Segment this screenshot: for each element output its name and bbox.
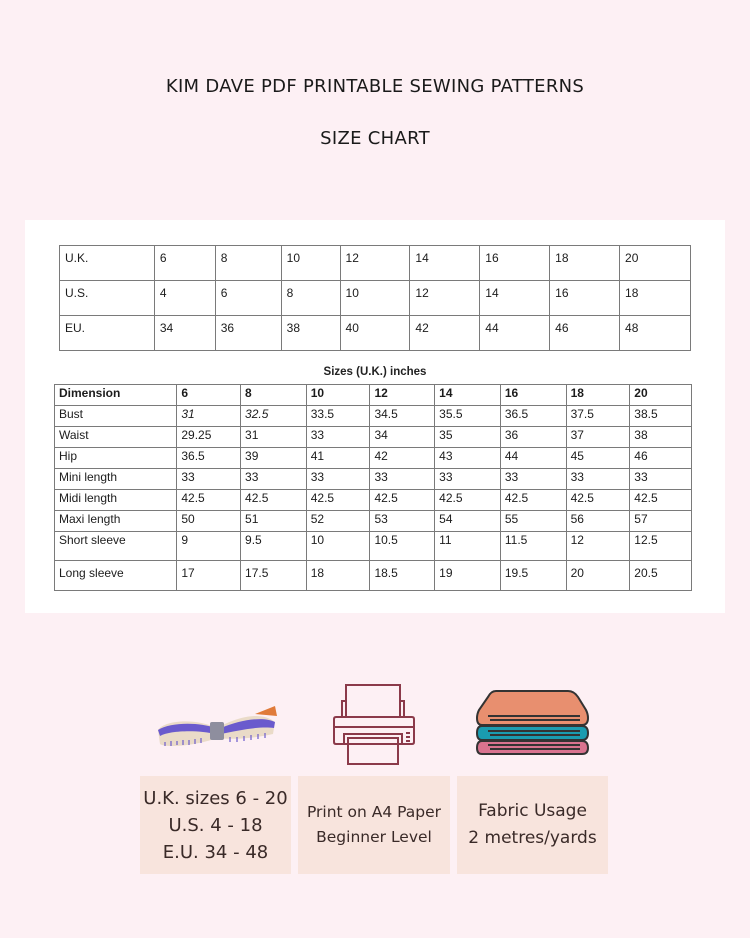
table-cell: 20.5 <box>630 561 692 591</box>
table-cell: 36.5 <box>500 406 566 427</box>
table-row <box>55 427 692 448</box>
info-line: E.U. 34 - 48 <box>162 841 269 863</box>
table-cell: 19 <box>435 561 501 591</box>
table-cell: 10 <box>340 281 410 316</box>
page-title: KIM DAVE PDF PRINTABLE SEWING PATTERNS <box>165 76 585 97</box>
table-row <box>55 511 692 532</box>
table-cell: 38 <box>630 427 692 448</box>
table-cell: 12 <box>340 246 410 281</box>
table-cell: 42.5 <box>370 490 435 511</box>
table-cell: 44 <box>480 316 550 351</box>
table-cell: 29.25 <box>177 427 241 448</box>
table-cell: 33 <box>566 469 630 490</box>
table-cell: 42 <box>410 316 480 351</box>
table-row <box>55 490 692 511</box>
table-cell: 51 <box>241 511 307 532</box>
column-header: 14 <box>435 385 501 406</box>
table-cell: 42.5 <box>500 490 566 511</box>
table-cell: 32.5 <box>241 406 307 427</box>
table-cell: 36.5 <box>177 448 241 469</box>
info-box-fabric <box>457 776 608 874</box>
info-line: U.K. sizes 6 - 20 <box>143 787 288 809</box>
table-cell: 31 <box>177 406 241 427</box>
column-header: 16 <box>500 385 566 406</box>
table-cell: 34 <box>154 316 215 351</box>
column-header: 10 <box>306 385 370 406</box>
table-cell: 10 <box>306 532 370 561</box>
size-chart-card <box>25 220 725 613</box>
table-cell: 57 <box>630 511 692 532</box>
table-cell: 38 <box>281 316 340 351</box>
table-cell: 35.5 <box>435 406 501 427</box>
row-label: U.S. <box>60 281 155 316</box>
table-cell: 4 <box>154 281 215 316</box>
table-cell: 37 <box>566 427 630 448</box>
table-cell: 37.5 <box>566 406 630 427</box>
table-cell: 45 <box>566 448 630 469</box>
table-cell: 48 <box>620 316 691 351</box>
table-row <box>60 316 691 351</box>
table-cell: 33 <box>177 469 241 490</box>
table-cell: 11.5 <box>500 532 566 561</box>
table-cell: 54 <box>435 511 501 532</box>
table-cell: 55 <box>500 511 566 532</box>
table-cell: 44 <box>500 448 566 469</box>
table-cell: 33 <box>306 427 370 448</box>
table-header-row <box>55 385 692 406</box>
table-cell: 38.5 <box>630 406 692 427</box>
column-header: Dimension <box>55 385 177 406</box>
table-cell: 6 <box>154 246 215 281</box>
table-row <box>55 532 692 561</box>
table-cell: 18 <box>550 246 620 281</box>
table-cell: 17 <box>177 561 241 591</box>
table-cell: 42.5 <box>241 490 307 511</box>
table-cell: 33.5 <box>306 406 370 427</box>
info-line: Print on A4 Paper <box>306 803 442 821</box>
table-row <box>55 469 692 490</box>
table-cell: 18.5 <box>370 561 435 591</box>
table-cell: 33 <box>630 469 692 490</box>
table-cell: 53 <box>370 511 435 532</box>
table-cell: 33 <box>500 469 566 490</box>
table-cell: 11 <box>435 532 501 561</box>
table-cell: 42.5 <box>630 490 692 511</box>
table-cell: 12.5 <box>630 532 692 561</box>
table-cell: 46 <box>550 316 620 351</box>
table-cell: 42.5 <box>566 490 630 511</box>
row-label: Mini length <box>55 469 177 490</box>
table-cell: 8 <box>215 246 281 281</box>
row-label: Waist <box>55 427 177 448</box>
table-cell: 36 <box>500 427 566 448</box>
column-header: 20 <box>630 385 692 406</box>
table-cell: 40 <box>340 316 410 351</box>
info-line: Beginner Level <box>316 828 432 846</box>
row-label: Bust <box>55 406 177 427</box>
table-cell: 12 <box>410 281 480 316</box>
table-cell: 31 <box>241 427 307 448</box>
measuring-tape-icon <box>155 700 280 755</box>
row-label: Midi length <box>55 490 177 511</box>
table-row <box>55 448 692 469</box>
table-cell: 36 <box>215 316 281 351</box>
table-cell: 43 <box>435 448 501 469</box>
table-cell: 42.5 <box>306 490 370 511</box>
table-cell: 16 <box>550 281 620 316</box>
row-label: Maxi length <box>55 511 177 532</box>
row-label: U.K. <box>60 246 155 281</box>
column-header: 12 <box>370 385 435 406</box>
table-cell: 10.5 <box>370 532 435 561</box>
table-cell: 10 <box>281 246 340 281</box>
table-cell: 33 <box>306 469 370 490</box>
table-row <box>55 561 692 591</box>
table-cell: 42 <box>370 448 435 469</box>
table-cell: 14 <box>480 281 550 316</box>
info-line: Fabric Usage <box>478 801 587 821</box>
table-cell: 34 <box>370 427 435 448</box>
table-cell: 42.5 <box>177 490 241 511</box>
table-cell: 34.5 <box>370 406 435 427</box>
table-cell: 12 <box>566 532 630 561</box>
info-line: U.S. 4 - 18 <box>168 814 263 836</box>
folded-fabric-icon <box>476 688 590 766</box>
table-cell: 35 <box>435 427 501 448</box>
table-cell: 41 <box>306 448 370 469</box>
measurement-table-caption: Sizes (U.K.) inches <box>323 366 427 378</box>
table-cell: 17.5 <box>241 561 307 591</box>
table-cell: 9 <box>177 532 241 561</box>
row-label: EU. <box>60 316 155 351</box>
table-cell: 18 <box>306 561 370 591</box>
column-header: 6 <box>177 385 241 406</box>
printer-icon <box>332 684 416 766</box>
table-row <box>60 246 691 281</box>
row-label: Short sleeve <box>55 532 177 561</box>
table-cell: 50 <box>177 511 241 532</box>
table-cell: 14 <box>410 246 480 281</box>
table-cell: 6 <box>215 281 281 316</box>
table-cell: 8 <box>281 281 340 316</box>
column-header: 18 <box>566 385 630 406</box>
table-cell: 16 <box>480 246 550 281</box>
info-line: 2 metres/yards <box>468 828 597 848</box>
table-cell: 33 <box>370 469 435 490</box>
table-cell: 9.5 <box>241 532 307 561</box>
table-cell: 20 <box>566 561 630 591</box>
row-label: Long sleeve <box>55 561 177 591</box>
table-cell: 56 <box>566 511 630 532</box>
table-cell: 52 <box>306 511 370 532</box>
table-cell: 18 <box>620 281 691 316</box>
page-subtitle: SIZE CHART <box>320 128 430 149</box>
table-row <box>60 281 691 316</box>
table-cell: 33 <box>435 469 501 490</box>
table-cell: 33 <box>241 469 307 490</box>
measurement-table <box>54 384 692 591</box>
table-cell: 39 <box>241 448 307 469</box>
table-cell: 19.5 <box>500 561 566 591</box>
table-cell: 46 <box>630 448 692 469</box>
table-cell: 42.5 <box>435 490 501 511</box>
table-row <box>55 406 692 427</box>
info-box-printing <box>298 776 450 874</box>
row-label: Hip <box>55 448 177 469</box>
info-box-sizes <box>140 776 291 874</box>
column-header: 8 <box>241 385 307 406</box>
table-cell: 20 <box>620 246 691 281</box>
size-conversion-table <box>59 245 691 351</box>
